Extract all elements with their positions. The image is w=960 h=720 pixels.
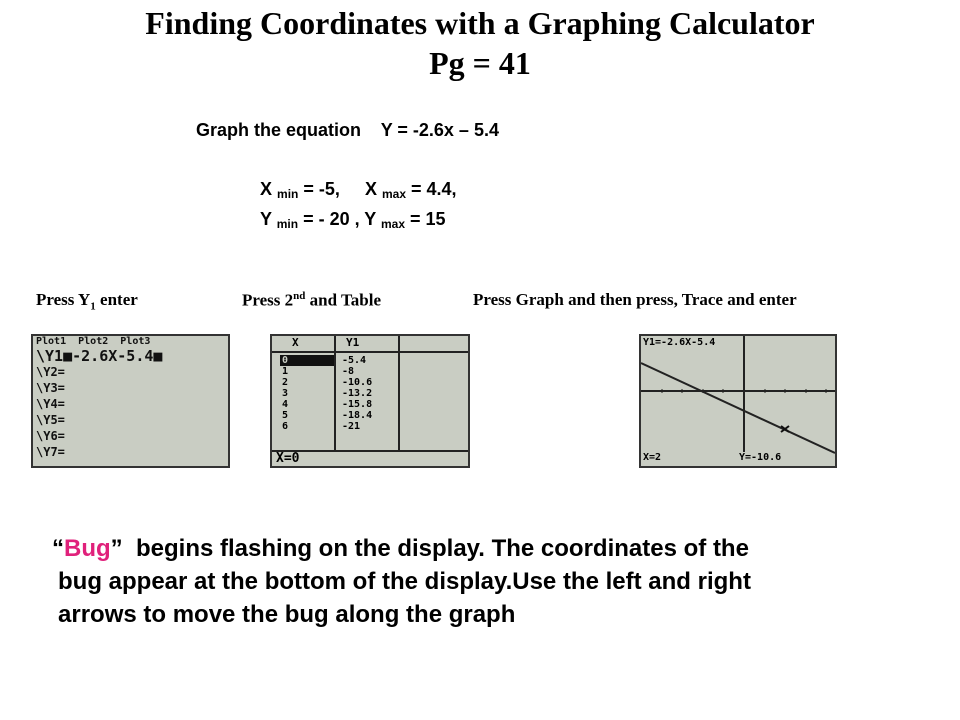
table-header-x: X: [292, 336, 299, 349]
explanation-paragraph: [52, 532, 932, 631]
step2-text-end: and Table: [305, 290, 382, 310]
close-quote: ”: [110, 535, 123, 562]
calculator-screen-graph: [639, 334, 837, 468]
y6-row: \Y6=: [36, 429, 65, 443]
step2-text: Press 2: [242, 290, 294, 310]
table-header-divider: [272, 351, 468, 353]
xmin-sub: min: [277, 187, 299, 201]
paragraph-line-2: bug appear at the bottom of the display.Use the left and right: [58, 568, 751, 595]
bug-word: Bug: [64, 535, 111, 562]
y3-row: \Y3=: [36, 381, 65, 395]
ymax-value: = 15: [410, 209, 446, 229]
table-cell-y: -13.2: [342, 388, 373, 399]
table-cell-x: 4: [282, 399, 289, 410]
table-cell-x: 2: [282, 377, 289, 388]
paragraph-line-3: arrows to move the bug along the graph: [58, 601, 516, 628]
window-x-settings: [260, 179, 457, 200]
ymin-sub: min: [276, 217, 299, 231]
step-label-table: [242, 290, 381, 311]
table-cell-y: -10.6: [342, 377, 373, 388]
xmin-var: X: [260, 179, 273, 199]
paragraph-line-1: begins flashing on the display. The coordinates of the: [122, 535, 749, 562]
xmin-value: = -5,: [303, 179, 340, 199]
step2-superscript: nd: [293, 290, 306, 302]
function-line: [641, 363, 835, 453]
table-row-highlight: [280, 355, 334, 366]
y4-row: \Y4=: [36, 397, 65, 411]
ymax-sub: max: [380, 217, 406, 231]
y5-row: \Y5=: [36, 413, 65, 427]
y7-row: \Y7=: [36, 445, 65, 459]
xmax-var: X: [364, 179, 377, 199]
open-quote: “: [52, 535, 64, 562]
step-label-y-editor: [36, 290, 138, 312]
table-cell-x: 3: [282, 388, 289, 399]
table-cell-y: -15.8: [342, 399, 373, 410]
window-y-settings: [260, 209, 446, 230]
page-subtitle: Pg = 41: [429, 45, 531, 81]
calculator-screen-y-editor: [31, 334, 230, 468]
xmax-value: = 4.4,: [411, 179, 457, 199]
y2-row: \Y2=: [36, 365, 65, 379]
ymin-value: = - 20 ,: [303, 209, 360, 229]
graph-plot: [641, 336, 835, 466]
graph-equation-label: Y1=-2.6X-5.4: [643, 337, 716, 348]
table-cell-y: -8: [342, 366, 355, 377]
equation-text: Y = -2.6x – 5.4: [380, 120, 499, 140]
calculator-screen-table: [270, 334, 470, 468]
equation-instruction: [196, 120, 499, 141]
equation-label: Graph the equation: [196, 120, 362, 140]
trace-x-readout: X=2: [643, 452, 662, 463]
step1-text: Press Y: [36, 290, 91, 309]
y1-row: \Y1■-2.6X-5.4■: [36, 347, 163, 365]
ymax-var: Y: [364, 209, 376, 229]
table-cell-x: 0: [282, 355, 289, 366]
table-cell-y: -18.4: [342, 410, 373, 421]
step1-text-end: enter: [95, 290, 138, 309]
plot-row: Plot1 Plot2 Plot3: [36, 336, 151, 347]
table-column-divider-2: [398, 336, 400, 450]
xmax-sub: max: [381, 187, 406, 201]
table-cell-x: 6: [282, 421, 289, 432]
ymin-var: Y: [260, 209, 272, 229]
table-cell-y: -21: [342, 421, 361, 432]
table-header-y1: Y1: [346, 336, 360, 349]
step1-subscript: 1: [90, 300, 96, 313]
trace-y-readout: Y=-10.6: [739, 452, 782, 463]
table-cell-y: -5.4: [342, 355, 367, 366]
table-footer-divider: [272, 450, 468, 452]
table-cell-x: 5: [282, 410, 289, 421]
table-cell-x: 1: [282, 366, 289, 377]
page-title: Finding Coordinates with a Graphing Calculator: [145, 5, 815, 41]
table-footer-readout: X=0: [276, 451, 300, 466]
table-column-divider-1: [334, 336, 336, 450]
step-label-graph: Press Graph and then press, Trace and enter: [473, 290, 797, 309]
value-table: [272, 336, 468, 466]
